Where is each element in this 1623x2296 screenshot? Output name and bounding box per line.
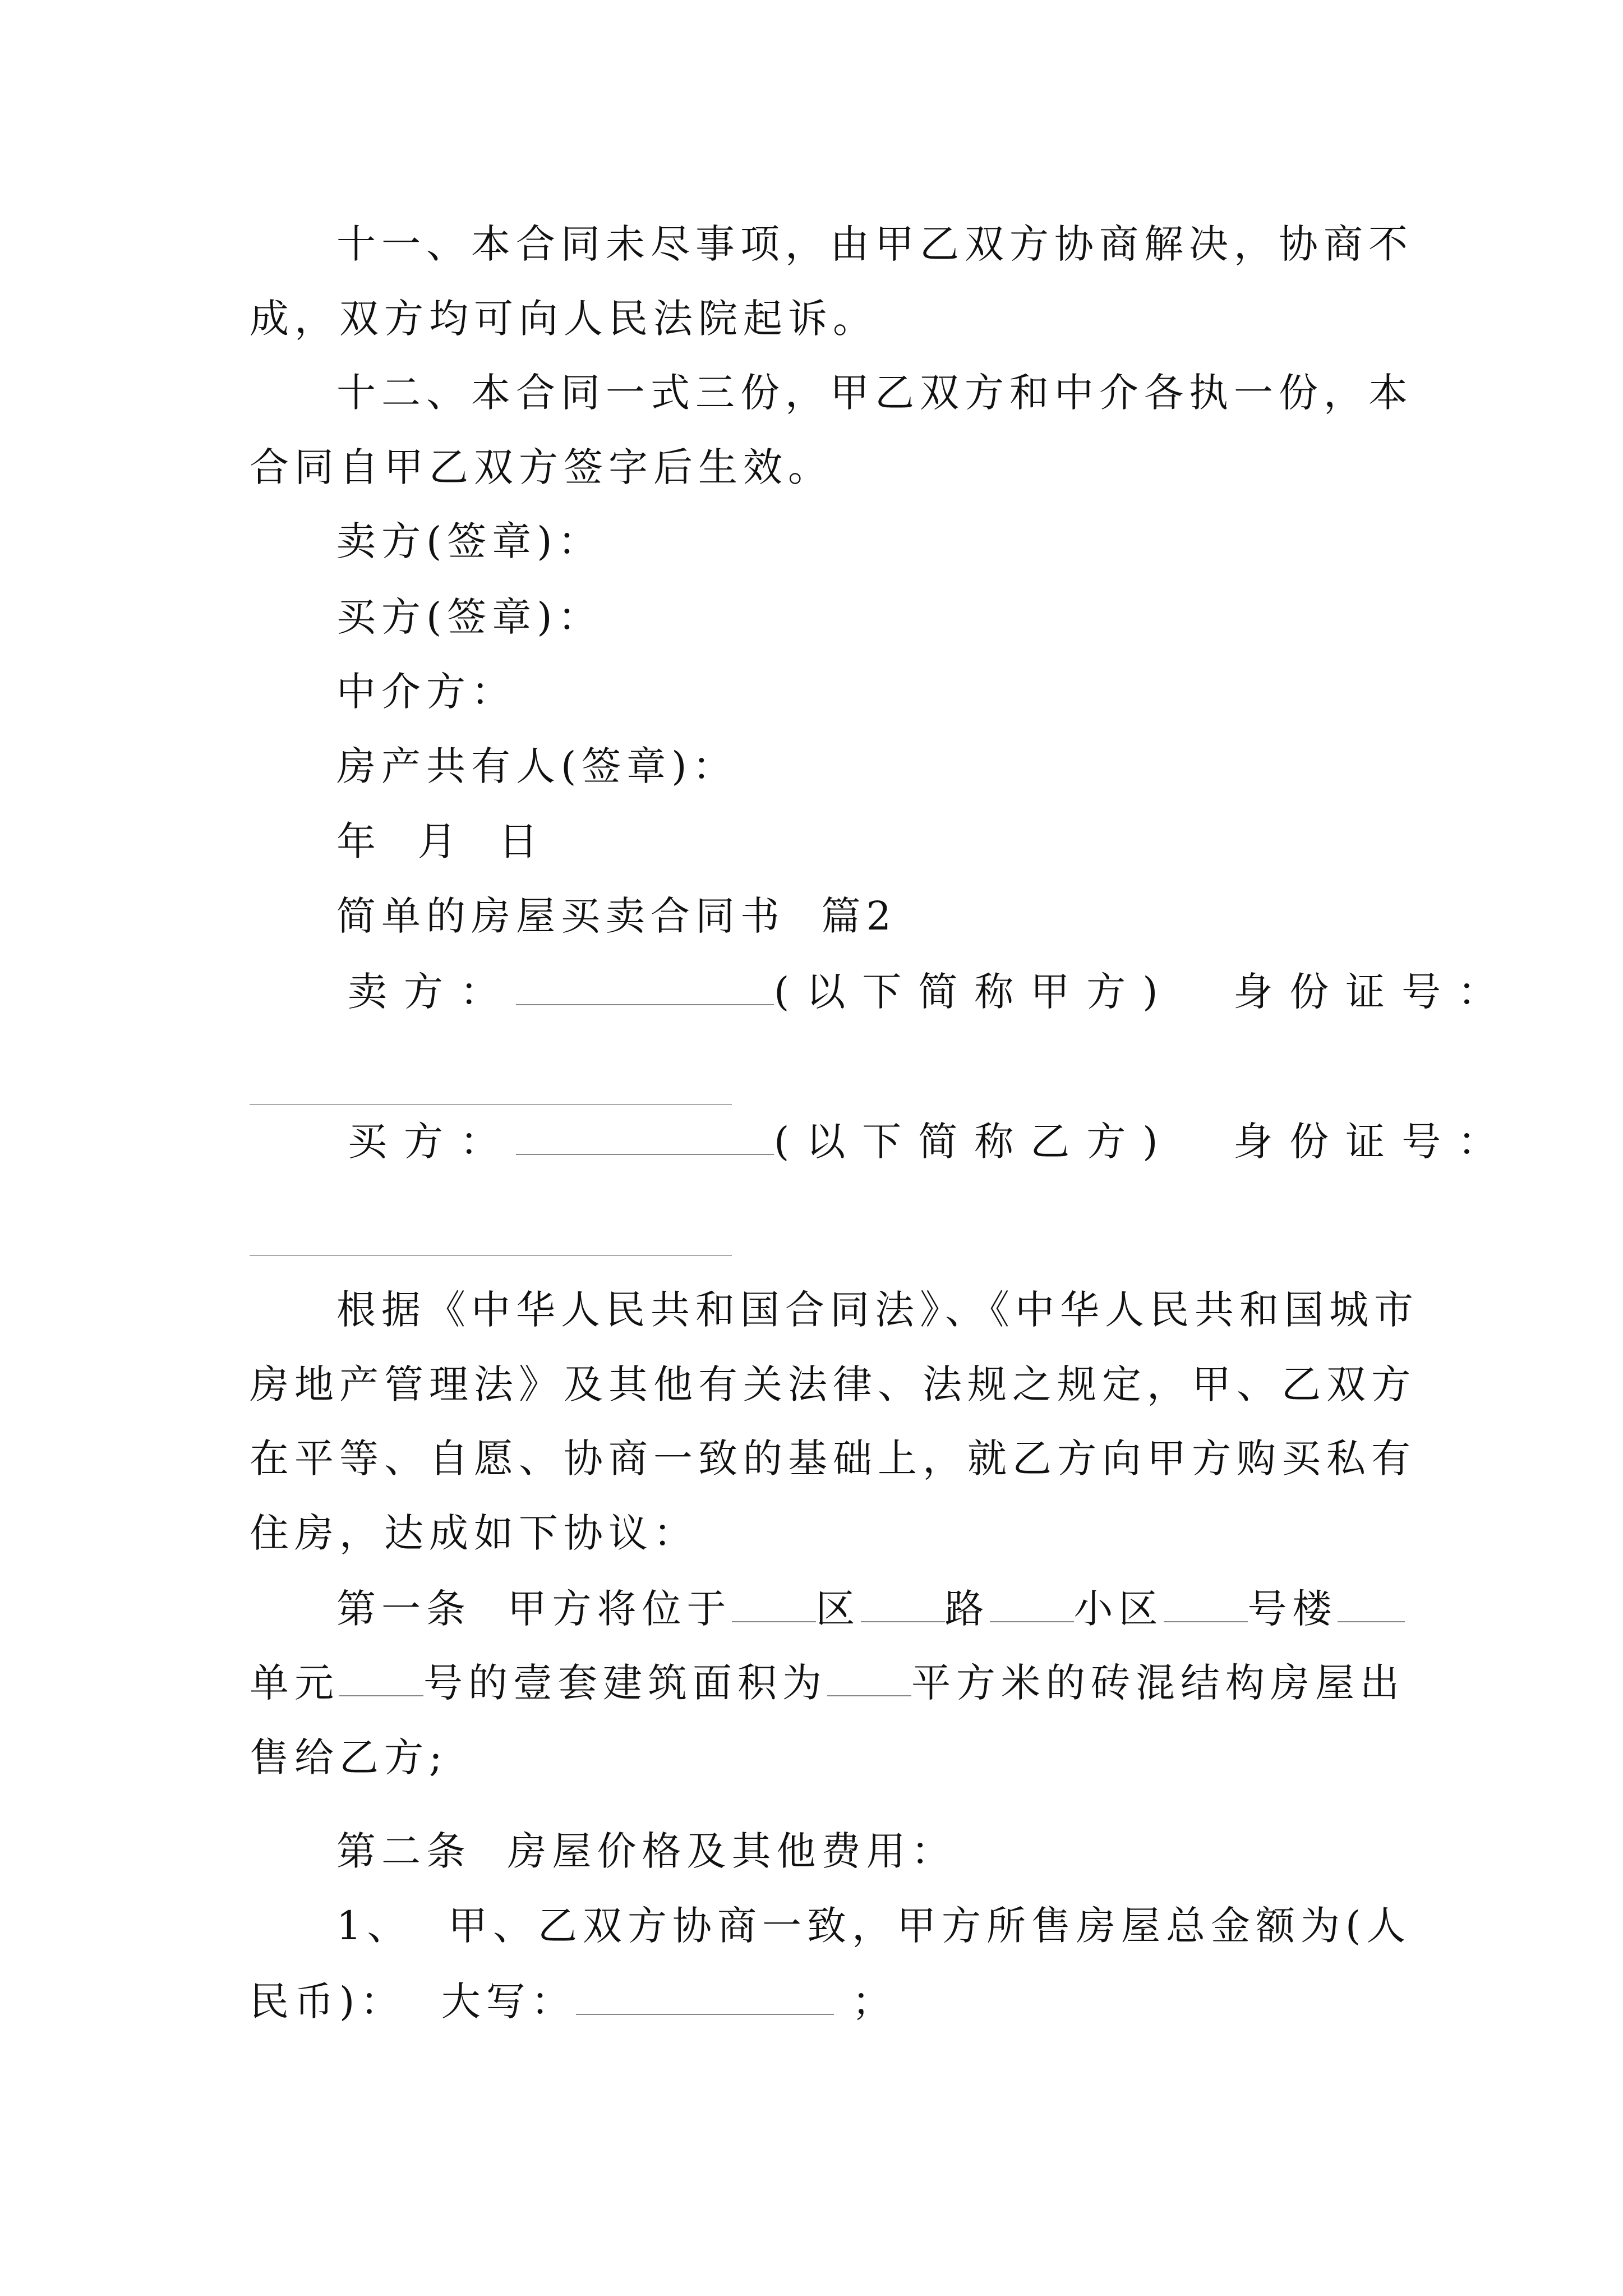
- amount-suffix: ；: [833, 1978, 897, 2024]
- clause-12-line-1: 十二、本合同一式三份，甲乙双方和中介各执一份，本: [336, 370, 1413, 416]
- seller-name-blank: [516, 965, 774, 1005]
- seller-line: [348, 964, 1514, 1020]
- building-blank: [1164, 1582, 1248, 1622]
- article-1-prefix: 第一条 甲方将位于: [336, 1586, 732, 1632]
- article-2-item-1-line-2: [250, 1973, 897, 2030]
- unit-blank: [1338, 1582, 1405, 1622]
- article-2-title: 第二条 房屋价格及其他费用：: [336, 1828, 956, 1874]
- preamble-line-1: 根据《中华人民共和国合同法》、《中华人民共和国城市: [336, 1287, 1419, 1333]
- seller-id-blank: [250, 1104, 732, 1105]
- preamble-line-2: 房地产管理法》及其他有关法律、法规之规定，甲、乙双方: [250, 1361, 1416, 1407]
- buyer-signature-label: 买方(签章)：: [336, 594, 603, 640]
- coowner-signature-label: 房产共有人(签章)：: [336, 743, 737, 789]
- district-label: 区: [815, 1586, 861, 1632]
- article-1-line-3: 售给乙方;: [250, 1734, 448, 1780]
- buyer-label: 买方：: [348, 1119, 516, 1165]
- date-line: 年 月 日: [336, 818, 544, 864]
- article-1-line-1: [336, 1581, 1405, 1637]
- buyer-alias: (以下简称乙方) 身份证号：: [774, 1119, 1514, 1165]
- road-blank: [861, 1582, 945, 1622]
- building-label: 号楼: [1247, 1586, 1338, 1632]
- amount-prefix: 民币)： 大写：: [250, 1978, 576, 2024]
- article-1-line-2: [250, 1655, 1405, 1711]
- clause-11-line-2: 成，双方均可向人民法院起诉。: [250, 296, 878, 342]
- preamble-line-4: 住房，达成如下协议：: [250, 1510, 698, 1556]
- buyer-id-blank: [250, 1255, 732, 1256]
- buyer-line: [348, 1114, 1514, 1170]
- district-blank: [732, 1582, 816, 1622]
- section-title: 简单的房屋买卖合同书 篇2: [336, 893, 897, 939]
- article-2-item-1-line-1: 1、 甲、乙双方协商一致，甲方所售房屋总金额为(人: [336, 1903, 1412, 1949]
- seller-label: 卖方：: [348, 969, 516, 1015]
- clause-11-line-1: 十一、本合同未尽事项，由甲乙双方协商解决，协商不: [336, 221, 1413, 267]
- number-label: 号的壹套建筑面积为: [423, 1660, 827, 1706]
- buyer-name-blank: [516, 1115, 774, 1155]
- agent-signature-label: 中介方：: [336, 669, 516, 715]
- number-blank: [339, 1656, 423, 1696]
- community-blank: [990, 1582, 1074, 1622]
- area-suffix: 平方米的砖混结构房屋出: [911, 1660, 1405, 1706]
- area-blank: [827, 1656, 911, 1696]
- road-label: 路: [944, 1586, 990, 1632]
- amount-in-words-blank: [576, 1975, 834, 2015]
- preamble-line-3: 在平等、自愿、协商一致的基础上，就乙方向甲方购买私有: [250, 1435, 1416, 1481]
- clause-12-line-2: 合同自甲乙双方签字后生效。: [250, 444, 833, 490]
- seller-signature-label: 卖方(签章)：: [336, 518, 603, 564]
- unit-label: 单元: [250, 1660, 339, 1706]
- community-label: 小区: [1073, 1586, 1164, 1632]
- seller-alias: (以下简称甲方) 身份证号：: [774, 969, 1514, 1015]
